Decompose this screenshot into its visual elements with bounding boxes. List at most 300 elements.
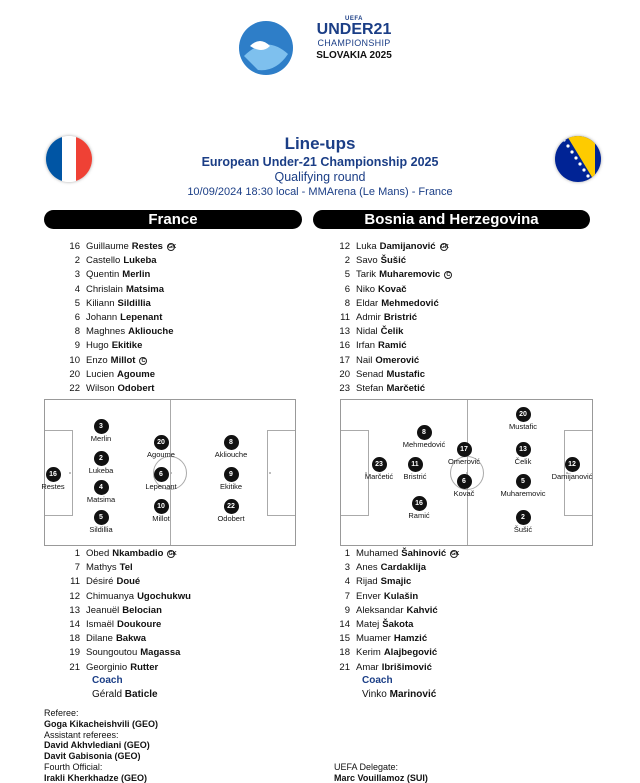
away-starter-row	[330, 254, 452, 268]
formation-number: 13	[516, 442, 531, 457]
formation-name: Lepenant	[145, 482, 177, 491]
away-sub-row	[330, 575, 458, 589]
player-name	[356, 297, 439, 311]
formation-number: 11	[408, 457, 423, 472]
shirt-number: 3	[344, 562, 350, 574]
shirt-number: 5	[344, 269, 350, 281]
player-first-name: Admir	[356, 311, 381, 323]
player-name	[86, 646, 180, 660]
player-first-name: Muhamed	[356, 548, 399, 559]
shirt-number: 20	[69, 368, 80, 380]
formation-name: Marčetić	[364, 472, 394, 481]
player-name	[86, 632, 146, 646]
player-last-name: Šahinović	[401, 548, 447, 559]
trophy-ball-icon	[236, 16, 296, 76]
player-last-name: Ramić	[378, 340, 407, 352]
shirt-number: 16	[339, 340, 350, 352]
home-starter-row	[60, 240, 175, 254]
officials-block	[44, 708, 158, 783]
player-first-name: Nidal	[356, 326, 378, 338]
shirt-number: 14	[69, 618, 80, 630]
away-coach-last: Marinović	[389, 689, 437, 700]
home-sub-row	[60, 618, 191, 632]
shirt-number: 2	[74, 255, 80, 267]
shirt-number: 2	[344, 255, 350, 267]
home-coach-name	[92, 689, 158, 700]
logo-championship: CHAMPIONSHIP	[317, 38, 391, 48]
assistants-label: Assistant referees:	[44, 729, 119, 740]
player-name	[86, 590, 191, 604]
home-coach-last: Baticle	[124, 689, 158, 700]
shirt-number: 19	[69, 647, 80, 659]
player-last-name: Kovač	[378, 283, 407, 295]
away-starter-row	[330, 368, 452, 382]
formation-player	[71, 451, 131, 475]
formation-name: Kovač	[453, 489, 475, 498]
shirt-number: 18	[339, 647, 350, 659]
formation-name: Odobert	[217, 514, 245, 523]
player-last-name: Belocian	[122, 604, 162, 616]
player-last-name: Millot	[110, 354, 136, 366]
formation-number: 17	[457, 442, 472, 457]
formation-player	[542, 457, 602, 481]
player-name	[356, 382, 425, 396]
player-name	[86, 311, 162, 325]
player-last-name: Kahvić	[406, 604, 438, 616]
formation-name: Agoume	[147, 450, 175, 459]
player-name	[356, 646, 437, 660]
shirt-number: 3	[74, 269, 80, 281]
player-first-name: Aleksandar	[356, 604, 404, 616]
formation-number: 22	[224, 499, 239, 514]
player-first-name: Chimuanya	[86, 590, 135, 602]
home-sub-row	[60, 590, 191, 604]
referee-label: Referee:	[44, 708, 79, 718]
player-name	[86, 561, 133, 575]
player-name	[356, 590, 418, 604]
player-last-name: Lukeba	[123, 255, 157, 267]
shirt-number: 7	[344, 590, 350, 602]
home-starter-row	[60, 297, 175, 311]
player-name	[356, 368, 425, 382]
formation-number: 8	[417, 425, 432, 440]
delegate-name: Marc Vouillamoz (SUI)	[334, 772, 428, 783]
player-last-name: Merlin	[122, 269, 151, 281]
competition-name: European Under-21 Championship 2025	[201, 155, 439, 169]
formation-number: 10	[154, 499, 169, 514]
player-first-name: Irfan	[356, 340, 376, 352]
formation-number: 5	[516, 474, 531, 489]
home-starter-row	[60, 254, 175, 268]
player-last-name: Mustafic	[386, 368, 426, 380]
player-first-name: Georginio	[86, 661, 128, 673]
away-formation-pitch	[340, 399, 593, 546]
formation-player	[71, 510, 131, 534]
home-sub-row	[60, 661, 191, 675]
away-coach-label: Coach	[362, 675, 393, 686]
player-first-name: Chrislain	[86, 283, 123, 295]
player-first-name: Eldar	[356, 297, 379, 309]
referee-name: Goga Kikacheishvili (GEO)	[44, 718, 159, 729]
player-name	[86, 354, 135, 368]
shirt-number: 4	[74, 283, 80, 295]
home-sub-row	[60, 646, 191, 660]
player-first-name: Amar	[356, 661, 379, 673]
player-first-name: Quentin	[86, 269, 120, 281]
away-sub-row	[330, 618, 458, 632]
formation-number: 4	[94, 480, 109, 495]
player-first-name: Maghnes	[86, 326, 126, 338]
formation-name: Šušić	[513, 525, 533, 534]
home-sub-row	[60, 547, 191, 561]
home-starter-row	[60, 382, 175, 396]
home-starter-row	[60, 283, 175, 297]
player-last-name: Doukoure	[116, 618, 162, 630]
formation-number: 20	[516, 407, 531, 422]
player-first-name: Anes	[356, 562, 378, 574]
player-last-name: Akliouche	[128, 326, 174, 338]
away-starter-row	[330, 339, 452, 353]
formation-number: 5	[94, 510, 109, 525]
assistant-referee-1: David Akhvlediani (GEO)	[44, 740, 150, 751]
shirt-number: 1	[74, 548, 80, 559]
player-name	[86, 268, 150, 282]
player-first-name: Lucien	[86, 368, 114, 380]
home-starters-list	[60, 240, 175, 396]
home-sub-row	[60, 604, 191, 618]
formation-name: Akliouche	[214, 450, 248, 459]
player-name	[356, 632, 427, 646]
player-last-name: Ibrišimović	[381, 661, 432, 673]
delegate-block	[334, 762, 428, 783]
formation-name: Mehmedović	[402, 440, 446, 449]
shirt-number: 23	[339, 382, 350, 394]
formation-number: 20	[154, 435, 169, 450]
player-first-name: Tarik	[356, 269, 377, 281]
shirt-number: 8	[74, 326, 80, 338]
goalkeeper-badge-icon: GK	[440, 244, 449, 251]
away-sub-row	[330, 547, 458, 561]
home-team-name: France	[44, 210, 302, 229]
home-coach-first: Gérald	[92, 689, 123, 700]
player-last-name: Tel	[119, 562, 133, 574]
player-first-name: Soungoutou	[86, 647, 138, 659]
player-name	[356, 339, 407, 353]
away-starter-row	[330, 382, 452, 396]
home-sub-row	[60, 561, 191, 575]
formation-name: Mustafic	[509, 422, 537, 431]
shirt-number: 9	[344, 604, 350, 616]
formation-name: Ramić	[408, 511, 430, 520]
away-subs-list	[330, 547, 458, 675]
away-starters-list	[330, 240, 452, 396]
player-first-name: Hugo	[86, 340, 109, 352]
shirt-number: 4	[344, 576, 350, 588]
player-name	[86, 604, 162, 618]
player-last-name: Rutter	[130, 661, 159, 673]
away-starter-row	[330, 354, 452, 368]
home-sub-row	[60, 632, 191, 646]
player-last-name: Doué	[116, 576, 141, 588]
home-starter-row	[60, 325, 175, 339]
formation-number: 16	[412, 496, 427, 511]
formation-number: 23	[372, 457, 387, 472]
player-name	[86, 368, 155, 382]
player-name	[356, 311, 417, 325]
away-sub-row	[330, 590, 458, 604]
away-sub-row	[330, 646, 458, 660]
player-first-name: Johann	[86, 311, 118, 323]
goalkeeper-badge-icon: GK	[168, 551, 177, 558]
shirt-number: 12	[339, 241, 350, 252]
away-starter-row	[330, 311, 452, 325]
home-sub-row	[60, 575, 191, 589]
player-last-name: Cardaklija	[380, 562, 427, 574]
formation-player	[71, 419, 131, 443]
player-last-name: Damijanović	[379, 241, 436, 252]
away-starter-row	[330, 283, 452, 297]
shirt-number: 22	[69, 382, 80, 394]
player-last-name: Sildillia	[117, 297, 151, 309]
player-name	[86, 240, 163, 254]
player-name	[356, 618, 413, 632]
goalkeeper-badge-icon: GK	[167, 244, 177, 251]
shirt-number: 7	[74, 562, 80, 574]
player-name	[86, 575, 140, 589]
away-sub-row	[330, 604, 458, 618]
player-name	[356, 268, 440, 282]
player-name	[86, 547, 163, 561]
captain-badge-icon: C	[139, 357, 147, 365]
player-last-name: Omerović	[375, 354, 420, 366]
player-first-name: Jeanuël	[86, 604, 120, 616]
formation-player	[389, 496, 449, 520]
home-starter-row	[60, 311, 175, 325]
player-first-name: Matej	[356, 618, 380, 630]
player-last-name: Magassa	[140, 647, 181, 659]
shirt-number: 16	[69, 241, 80, 252]
fourth-official-name: Irakli Kherkhadze (GEO)	[44, 772, 148, 783]
formation-number: 6	[457, 474, 472, 489]
round-name: Qualifying round	[274, 170, 366, 184]
formation-name: Merlin	[90, 434, 112, 443]
formation-number: 8	[224, 435, 239, 450]
shirt-number: 21	[69, 661, 80, 673]
formation-name: Damijanović	[551, 472, 593, 481]
formation-name: Čelik	[514, 457, 532, 466]
player-last-name: Bristrić	[383, 311, 418, 323]
fourth-official-label: Fourth Official:	[44, 761, 103, 772]
shirt-number: 20	[339, 368, 350, 380]
player-first-name: Savo	[356, 255, 378, 267]
away-starter-row	[330, 268, 452, 282]
player-first-name: Mathys	[86, 562, 117, 574]
home-formation-pitch	[41, 399, 296, 546]
player-last-name: Smajic	[380, 576, 412, 588]
player-first-name: Luka	[356, 241, 377, 252]
formation-player	[131, 499, 191, 523]
formation-number: 2	[516, 510, 531, 525]
player-name	[86, 297, 151, 311]
player-name	[356, 354, 419, 368]
away-starter-row	[330, 240, 452, 254]
player-first-name: Rijad	[356, 576, 378, 588]
player-name	[356, 561, 426, 575]
player-first-name: Dilane	[86, 633, 113, 645]
player-last-name: Mehmedović	[381, 297, 439, 309]
player-name	[86, 283, 164, 297]
formation-name: Muharemovic	[500, 489, 546, 498]
player-first-name: Désiré	[86, 576, 114, 588]
formation-number: 2	[94, 451, 109, 466]
formation-player	[493, 407, 553, 431]
player-name	[356, 604, 438, 618]
shirt-number: 15	[339, 633, 350, 645]
player-first-name: Muamer	[356, 633, 391, 645]
shirt-number: 10	[69, 354, 80, 366]
player-name	[86, 382, 154, 396]
player-name	[356, 661, 432, 675]
assistant-referee-2: Davit Gabisonia (GEO)	[44, 751, 141, 762]
formation-number: 12	[565, 457, 580, 472]
away-coach-name	[362, 689, 436, 700]
player-name	[86, 254, 157, 268]
player-name	[356, 325, 403, 339]
formation-number: 3	[94, 419, 109, 434]
shirt-number: 21	[339, 661, 350, 673]
player-last-name: Bakwa	[115, 633, 147, 645]
page-title: Line-ups	[284, 134, 356, 153]
player-last-name: Nkambadio	[112, 548, 164, 559]
player-first-name: Kerim	[356, 647, 381, 659]
away-sub-row	[330, 561, 458, 575]
formation-name: Millot	[152, 514, 170, 523]
formation-number: 6	[154, 467, 169, 482]
player-last-name: Ekitike	[111, 340, 143, 352]
player-name	[356, 547, 446, 561]
goalkeeper-badge-icon: GK	[451, 551, 460, 558]
home-starter-row	[60, 368, 175, 382]
player-first-name: Wilson	[86, 382, 115, 394]
match-header	[0, 134, 640, 199]
player-last-name: Hamzić	[393, 633, 428, 645]
shirt-number: 5	[74, 297, 80, 309]
shirt-number: 6	[344, 283, 350, 295]
shirt-number: 11	[70, 576, 80, 588]
player-first-name: Obed	[86, 548, 110, 559]
match-meta: 10/09/2024 18:30 local - MMArena (Le Mans) - France	[187, 186, 453, 198]
delegate-label: UEFA Delegate:	[334, 762, 399, 772]
player-last-name: Lepenant	[120, 311, 163, 323]
player-first-name: Nail	[356, 354, 373, 366]
player-name	[86, 325, 174, 339]
shirt-number: 1	[344, 548, 350, 559]
shirt-number: 12	[69, 590, 80, 602]
player-first-name: Enzo	[86, 354, 108, 366]
away-sub-row	[330, 661, 458, 675]
formation-name: Omerović	[447, 457, 481, 466]
shirt-number: 9	[74, 340, 80, 352]
player-name	[86, 339, 142, 353]
logo-host: SLOVAKIA 2025	[316, 50, 392, 61]
shirt-number: 18	[69, 633, 80, 645]
formation-name: Lukeba	[88, 466, 114, 475]
formation-player	[434, 442, 494, 466]
formation-number: 9	[224, 467, 239, 482]
home-starter-row	[60, 268, 175, 282]
formation-number: 16	[46, 467, 61, 482]
player-name	[356, 283, 407, 297]
formation-name: Bristrić	[403, 472, 427, 481]
player-last-name: Šušić	[380, 255, 407, 267]
player-last-name: Čelik	[380, 326, 404, 338]
shirt-number: 14	[339, 618, 350, 630]
player-first-name: Guillaume	[86, 241, 129, 252]
player-first-name: Kiliann	[86, 297, 115, 309]
away-starter-row	[330, 297, 452, 311]
home-starter-row	[60, 339, 175, 353]
home-starter-row	[60, 354, 175, 368]
shirt-number: 8	[344, 297, 350, 309]
away-starter-row	[330, 325, 452, 339]
formation-player	[201, 435, 261, 459]
player-name	[356, 240, 436, 254]
player-last-name: Ugochukwu	[137, 590, 191, 602]
formation-player	[131, 435, 191, 459]
tournament-logo	[236, 10, 406, 80]
player-last-name: Agoume	[117, 368, 155, 380]
player-last-name: Restes	[131, 241, 163, 252]
home-coach-label: Coach	[92, 675, 123, 686]
formation-player	[493, 510, 553, 534]
away-sub-row	[330, 632, 458, 646]
shirt-number: 11	[340, 311, 350, 323]
player-last-name: Alajbegović	[383, 647, 438, 659]
player-name	[86, 618, 161, 632]
player-last-name: Kulašin	[383, 590, 419, 602]
player-first-name: Ismaël	[86, 618, 114, 630]
player-last-name: Matsima	[125, 283, 164, 295]
formation-player	[201, 499, 261, 523]
formation-name: Restes	[41, 482, 65, 491]
formation-name: Ekitike	[219, 482, 243, 491]
shirt-number: 13	[339, 326, 350, 338]
player-name	[356, 575, 411, 589]
player-first-name: Castello	[86, 255, 121, 267]
formation-name: Sildillia	[89, 525, 113, 534]
away-team-name: Bosnia and Herzegovina	[313, 210, 590, 229]
player-last-name: Muharemovic	[379, 269, 441, 281]
formation-player	[434, 474, 494, 498]
formation-name: Matsima	[86, 495, 116, 504]
home-subs-list	[60, 547, 191, 675]
player-first-name: Niko	[356, 283, 376, 295]
player-first-name: Senad	[356, 368, 384, 380]
player-first-name: Enver	[356, 590, 381, 602]
player-name	[86, 661, 158, 675]
formation-player	[71, 480, 131, 504]
formation-player	[131, 467, 191, 491]
captain-badge-icon: C	[444, 271, 452, 279]
player-last-name: Šakota	[382, 618, 414, 630]
logo-under21: UNDER21	[316, 21, 392, 38]
player-last-name: Marčetić	[386, 382, 426, 394]
shirt-number: 13	[69, 604, 80, 616]
player-last-name: Odobert	[117, 382, 155, 394]
formation-player	[201, 467, 261, 491]
player-name	[356, 254, 406, 268]
player-first-name: Stefan	[356, 382, 384, 394]
